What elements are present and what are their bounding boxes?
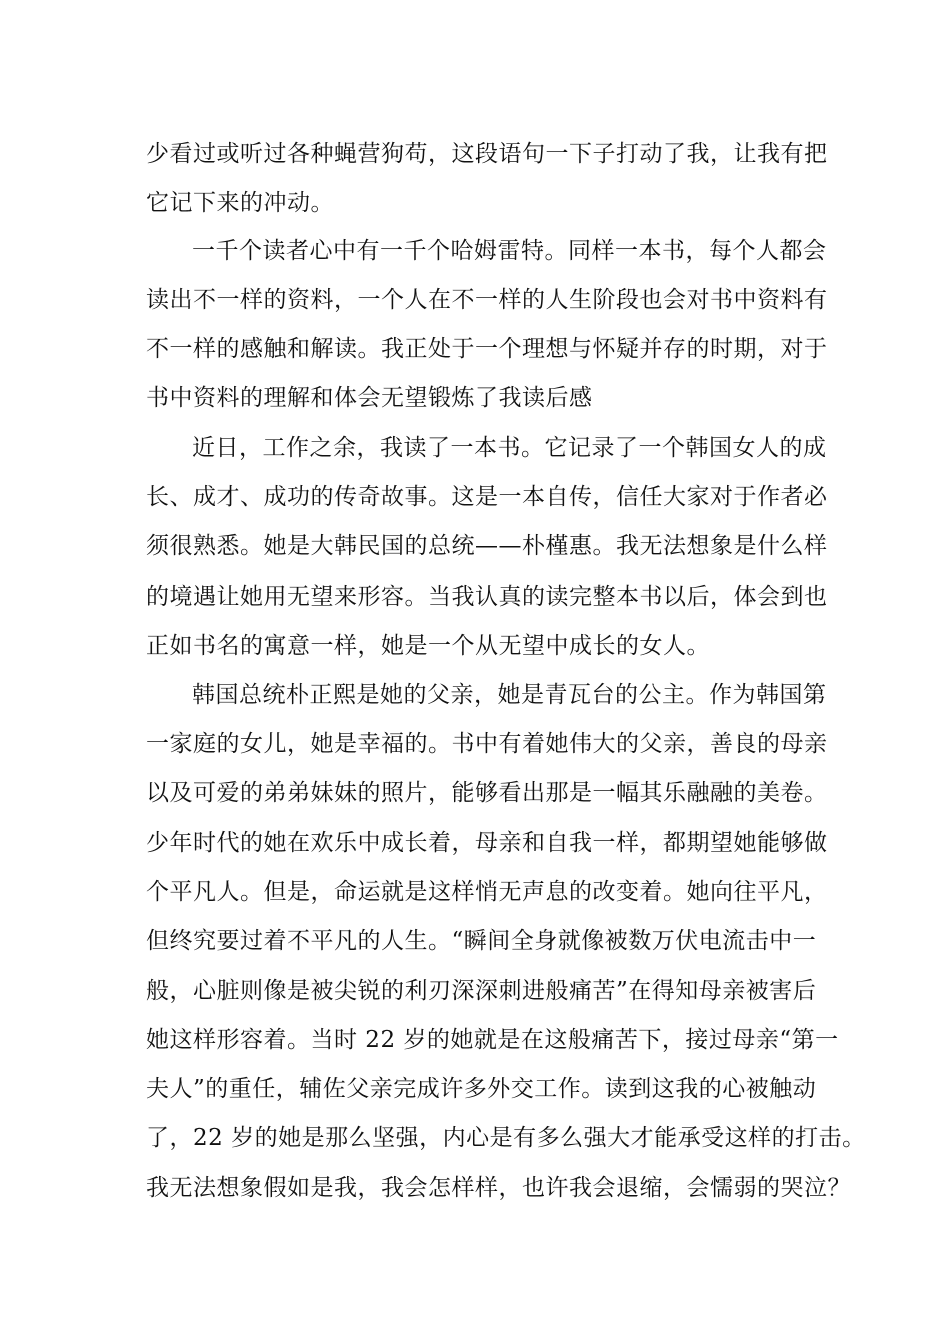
text-line: 了，22 岁的她是那么坚强，内心是有多么强大才能承受这样的打击。 — [146, 1125, 866, 1151]
text-line: 它记下来的冲动。 — [146, 190, 334, 216]
text-line: 少年时代的她在欢乐中成长着，母亲和自我一样，都期望她能够做 — [146, 830, 828, 856]
text-line: 的境遇让她用无望来形容。当我认真的读完整本书以后，体会到也 — [146, 584, 828, 610]
text-line: 以及可爱的弟弟妹妹的照片，能够看出那是一幅其乐融融的美卷。 — [146, 780, 828, 806]
paragraph-first-line: 韩国总统朴正熙是她的父亲，她是青瓦台的公主。作为韩国第 — [192, 682, 827, 708]
text-line: 正如书名的寓意一样，她是一个从无望中成长的女人。 — [146, 633, 710, 659]
paragraph-first-line: 近日，工作之余，我读了一本书。它记录了一个韩国女人的成 — [192, 435, 827, 461]
text-line: 少看过或听过各种蝇营狗苟，这段语句一下子打动了我，让我有把 — [146, 141, 828, 167]
text-line: 夫人”的重任，辅佐父亲完成许多外交工作。读到这我的心被触动 — [146, 1076, 817, 1102]
text-line: 但终究要过着不平凡的人生。“瞬间全身就像被数万伏电流击中一 — [146, 928, 817, 954]
text-line: 读出不一样的资料，一个人在不一样的人生阶段也会对书中资料有 — [146, 287, 828, 313]
text-line: 一家庭的女儿，她是幸福的。书中有着她伟大的父亲，善良的母亲 — [146, 731, 828, 757]
text-line: 书中资料的理解和体会无望锻炼了我读后感 — [146, 385, 593, 411]
text-line: 我无法想象假如是我，我会怎样样，也许我会退缩，会懦弱的哭泣？ — [146, 1175, 851, 1201]
text-line: 般，心脏则像是被尖锐的利刃深深刺进般痛苦”在得知母亲被害后 — [146, 978, 817, 1004]
paragraph-first-line: 一千个读者心中有一千个哈姆雷特。同样一本书，每个人都会 — [192, 238, 827, 264]
text-line: 须很熟悉。她是大韩民国的总统——朴槿惠。我无法想象是什么样 — [146, 533, 828, 559]
text-line: 长、成才、成功的传奇故事。这是一本自传，信任大家对于作者必 — [146, 484, 828, 510]
text-line: 不一样的感触和解读。我正处于一个理想与怀疑并存的时期，对于 — [146, 336, 828, 362]
text-line: 个平凡人。但是，命运就是这样悄无声息的改变着。她向往平凡， — [146, 879, 828, 905]
text-line: 她这样形容着。当时 22 岁的她就是在这般痛苦下，接过母亲“第一 — [146, 1027, 839, 1053]
